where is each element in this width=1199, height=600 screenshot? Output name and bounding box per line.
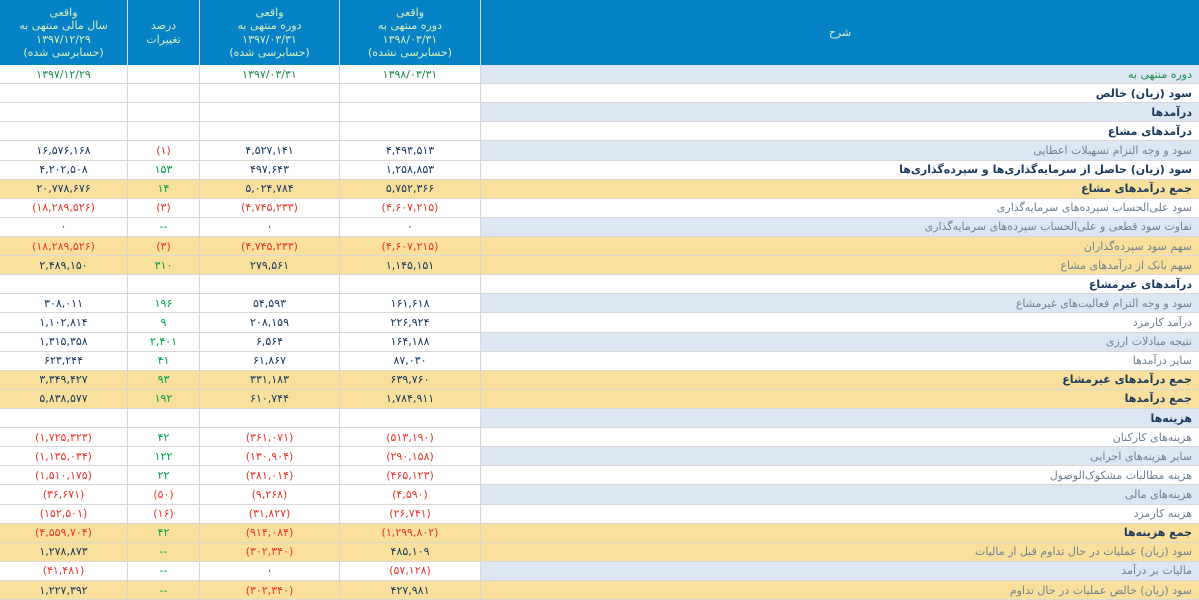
cell-value (0, 141, 128, 160)
row-label: سود و وجه التزام فعالیت‌های غیرمشاع (481, 294, 1199, 313)
cell-value (0, 237, 128, 256)
cell-value (128, 294, 200, 313)
value-text: ۲۰۸,۱۵۹ (250, 315, 289, 329)
value-text: (۴,۵۹۰) (392, 487, 428, 501)
value-text: ۵,۰۲۴,۷۸۴ (245, 182, 294, 196)
row-label: سود (زیان) خالص (481, 84, 1199, 103)
value-text: (۴,۶۰۷,۲۱۵) (381, 201, 439, 215)
cell-value (128, 65, 200, 84)
cell-value (0, 218, 128, 237)
cell-value (340, 409, 481, 428)
row-label: هزینه کارمزد (481, 505, 1199, 524)
value-text: (۴,۷۴۵,۲۳۳) (241, 201, 298, 215)
table-row (0, 199, 1199, 218)
value-text: -- (159, 220, 168, 234)
value-text: ۴۸۵,۱۰۹ (390, 545, 430, 559)
cell-value (128, 313, 200, 332)
cell-value (0, 485, 128, 504)
header-period-current-column: واقعی دوره منتهی به ۱۳۹۸/۰۳/۳۱ (حسابرسی نشده) (340, 0, 481, 65)
value-text: ۱,۳۱۵,۳۵۸ (39, 335, 88, 349)
table-row (0, 562, 1199, 581)
table-row (0, 543, 1199, 562)
value-text: ۶۳۹,۷۶۰ (390, 373, 430, 387)
cell-value (200, 294, 340, 313)
value-text: ۳۰۸,۰۱۱ (44, 296, 83, 310)
cell-value (200, 237, 340, 256)
cell-value (200, 428, 340, 447)
cell-value (0, 447, 128, 466)
cell-value (128, 371, 200, 390)
row-label: سایر هزینه‌های اجرایی (481, 447, 1199, 466)
cell-value (200, 275, 340, 294)
row-label: هزینه‌های کارکنان (481, 428, 1199, 447)
value-text: (۳) (156, 201, 171, 215)
cell-value (340, 275, 481, 294)
cell-value (200, 103, 340, 122)
table-body (0, 65, 1199, 600)
row-label: جمع درآمدها (481, 390, 1199, 409)
cell-value (128, 84, 200, 103)
value-text: ۲۲ (157, 468, 170, 482)
value-text: (۱) (156, 143, 171, 157)
table-row (0, 180, 1199, 199)
cell-value (0, 562, 128, 581)
cell-value (128, 218, 200, 237)
value-text: ۲,۴۰۱ (149, 335, 178, 349)
cell-value (340, 466, 481, 485)
value-text: ۲,۴۸۹,۱۵۰ (39, 258, 88, 272)
table-row (0, 65, 1199, 84)
cell-value (340, 180, 481, 199)
row-label: درآمدهای غیرمشاع (481, 275, 1199, 294)
cell-value (128, 275, 200, 294)
cell-value (128, 256, 200, 275)
row-label: درآمدهای مشاع (481, 122, 1199, 141)
table-row (0, 352, 1199, 371)
row-label: دوره منتهی به (481, 65, 1199, 84)
table-row (0, 103, 1199, 122)
value-text: ۲۰,۷۷۸,۶۷۶ (36, 182, 91, 196)
cell-value (0, 466, 128, 485)
value-text: -- (159, 583, 168, 597)
value-text: ۱۶۱,۶۱۸ (390, 296, 430, 310)
cell-value (128, 333, 200, 352)
value-text: ۵,۷۵۲,۳۶۶ (385, 182, 435, 196)
row-label: سود (زیان) خالص عملیات در حال تداوم (481, 581, 1199, 600)
table-row (0, 313, 1199, 332)
table-row (0, 581, 1199, 600)
cell-value (340, 428, 481, 447)
cell-value (340, 161, 481, 180)
table-row (0, 505, 1199, 524)
table-row (0, 161, 1199, 180)
cell-value (0, 313, 128, 332)
cell-value (200, 409, 340, 428)
value-text: (۵۱۳,۱۹۰) (386, 430, 434, 444)
value-text: (۱۸,۲۸۹,۵۲۶) (32, 201, 95, 215)
cell-value (200, 141, 340, 160)
cell-value (0, 390, 128, 409)
cell-value (0, 333, 128, 352)
cell-value (340, 294, 481, 313)
header-fiscal-year-column: واقعی سال مالی منتهی به ۱۳۹۷/۱۲/۲۹ (حسابرسی شده) (0, 0, 128, 65)
value-text: ۱,۱۴۵,۱۵۱ (385, 258, 435, 272)
table-row (0, 275, 1199, 294)
cell-value (0, 275, 128, 294)
row-label: سایر درآمدها (481, 352, 1199, 371)
value-text: (۱۳۰,۹۰۴) (245, 449, 294, 463)
value-text: ۴,۵۲۷,۱۴۱ (245, 143, 294, 157)
table-row (0, 409, 1199, 428)
row-label: سود علی‌الحساب سپرده‌های سرمایه‌گذاری (481, 199, 1199, 218)
cell-value (200, 161, 340, 180)
value-text: ۰ (60, 220, 67, 234)
value-text: (۴,۷۴۵,۲۳۳) (241, 239, 298, 253)
value-text: (۳۱,۸۲۷) (248, 507, 291, 521)
value-text: (۹۱۴,۰۸۴) (245, 526, 294, 540)
table-row (0, 524, 1199, 543)
cell-value (128, 428, 200, 447)
value-text: ۴۲ (157, 526, 170, 540)
cell-value (128, 409, 200, 428)
cell-value (340, 237, 481, 256)
row-label: جمع درآمدهای مشاع (481, 180, 1199, 199)
value-text: (۵۷,۱۲۸) (389, 564, 431, 578)
value-text: ۲۲۶,۹۲۴ (390, 315, 430, 329)
value-text: ۴۲۷,۹۸۱ (390, 583, 430, 597)
value-text: ۰ (407, 220, 413, 234)
row-label: هزینه‌ها (481, 409, 1199, 428)
value-text: (۳۸۱,۰۱۴) (245, 468, 294, 482)
cell-value (200, 543, 340, 562)
cell-value (200, 84, 340, 103)
cell-value (128, 103, 200, 122)
cell-value (340, 352, 481, 371)
table-row (0, 122, 1199, 141)
value-text: ۱۳۹۷/۱۲/۲۹ (36, 67, 91, 81)
row-label: سهم بانک از درآمدهای مشاع (481, 256, 1199, 275)
cell-value (0, 161, 128, 180)
value-text: ۱۹۲ (154, 392, 173, 406)
cell-value (340, 103, 481, 122)
cell-value (128, 352, 200, 371)
cell-value (200, 371, 340, 390)
value-text: ۱۶,۵۷۶,۱۶۸ (36, 143, 91, 157)
header-description-column (481, 0, 1199, 65)
cell-value (128, 562, 200, 581)
row-label: مالیات بر درآمد (481, 562, 1199, 581)
value-text: (۴۶۵,۱۲۳) (386, 468, 434, 482)
cell-value (200, 581, 340, 600)
cell-value (0, 103, 128, 122)
cell-value (128, 466, 200, 485)
cell-value (128, 447, 200, 466)
value-text: ۴,۲۰۲,۵۰۸ (39, 163, 88, 177)
value-text: ۶۲۳,۲۴۴ (44, 354, 83, 368)
cell-value (128, 180, 200, 199)
table-row (0, 294, 1199, 313)
value-text: ۳۱۰ (154, 258, 173, 272)
value-text: -- (159, 545, 168, 559)
value-text: (۳۰۲,۳۴۰) (245, 583, 294, 597)
header-description-label: شرح (828, 25, 852, 39)
cell-value (340, 199, 481, 218)
value-text: ۲۷۹,۵۶۱ (250, 258, 289, 272)
cell-value (340, 256, 481, 275)
value-text: ۴۹۷,۶۴۳ (250, 163, 289, 177)
cell-value (0, 256, 128, 275)
cell-value (200, 122, 340, 141)
value-text: ۱,۱۰۲,۸۱۴ (39, 315, 88, 329)
cell-value (200, 485, 340, 504)
header-change-percent-column: درصد تغییرات (128, 0, 200, 65)
cell-value (340, 447, 481, 466)
row-label: سهم سود سپرده‌گذاران (481, 237, 1199, 256)
value-text: ۱,۷۸۴,۹۱۱ (385, 392, 435, 406)
table-row (0, 447, 1199, 466)
cell-value (0, 199, 128, 218)
cell-value (0, 294, 128, 313)
table-row (0, 485, 1199, 504)
row-label: درآمد کارمزد (481, 313, 1199, 332)
value-text: -- (159, 564, 168, 578)
row-label: هزینه مطالبات مشکوک‌الوصول (481, 466, 1199, 485)
value-text: (۴,۵۵۹,۷۰۴) (35, 526, 92, 540)
cell-value (200, 524, 340, 543)
cell-value (200, 333, 340, 352)
value-text: ۹ (160, 315, 167, 329)
header-period-prior-column: واقعی دوره منتهی به ۱۳۹۷/۰۳/۳۱ (حسابرسی شده) (200, 0, 340, 65)
value-text: ۰ (266, 564, 273, 578)
table-row (0, 237, 1199, 256)
cell-value (200, 65, 340, 84)
cell-value (0, 428, 128, 447)
value-text: ۱۵۳ (154, 163, 173, 177)
table-row (0, 333, 1199, 352)
cell-value (340, 218, 481, 237)
cell-value (128, 524, 200, 543)
value-text: (۱,۱۳۵,۰۳۴) (35, 449, 92, 463)
row-label: هزینه‌های مالی (481, 485, 1199, 504)
cell-value (128, 390, 200, 409)
cell-value (200, 505, 340, 524)
cell-value (340, 371, 481, 390)
cell-value (340, 122, 481, 141)
value-text: (۳) (156, 239, 171, 253)
value-text: (۲۹۰,۱۵۸) (386, 449, 434, 463)
value-text: ۱,۲۲۷,۳۹۲ (39, 583, 88, 597)
value-text: (۹,۲۶۸) (251, 487, 288, 501)
cell-value (200, 218, 340, 237)
cell-value (200, 466, 340, 485)
cell-value (0, 505, 128, 524)
table-row (0, 390, 1199, 409)
row-label: سود (زیان) عملیات در حال تداوم قبل از مالیات (481, 543, 1199, 562)
row-label: درآمدها (481, 103, 1199, 122)
cell-value (340, 543, 481, 562)
value-text: (۴۱,۴۸۱) (42, 564, 85, 578)
cell-value (128, 122, 200, 141)
cell-value (200, 562, 340, 581)
value-text: ۱۶۴,۱۸۸ (390, 335, 430, 349)
table-row (0, 256, 1199, 275)
cell-value (340, 390, 481, 409)
value-text: (۲۶,۷۴۱) (389, 507, 431, 521)
cell-value (340, 313, 481, 332)
cell-value (200, 256, 340, 275)
value-text: (۱,۷۲۵,۳۲۳) (35, 430, 92, 444)
value-text: ۶,۵۶۴ (255, 335, 284, 349)
value-text: (۱۵۲,۵۰۱) (39, 507, 88, 521)
cell-value (0, 524, 128, 543)
table-row (0, 141, 1199, 160)
value-text: (۱,۲۹۹,۸۰۲) (381, 526, 439, 540)
cell-value (0, 352, 128, 371)
cell-value (340, 65, 481, 84)
cell-value (340, 524, 481, 543)
value-text: ۸۷,۰۳۰ (393, 354, 427, 368)
table-row (0, 428, 1199, 447)
value-text: (۱۶) (153, 507, 174, 521)
value-text: ۵۴,۵۹۳ (252, 296, 287, 310)
cell-value (200, 313, 340, 332)
value-text: (۱,۵۱۰,۱۷۵) (35, 468, 92, 482)
value-text: ۳,۳۴۹,۴۲۷ (39, 373, 88, 387)
cell-value (340, 562, 481, 581)
cell-value (128, 581, 200, 600)
table-row (0, 84, 1199, 103)
cell-value (200, 180, 340, 199)
row-label: نتیجه مبادلات ارزی (481, 333, 1199, 352)
value-text: (۳۶,۶۷۱) (42, 487, 85, 501)
cell-value (0, 122, 128, 141)
value-text: ۶۱۰,۷۴۴ (250, 392, 289, 406)
value-text: ۱۳۹۸/۰۳/۳۱ (382, 67, 438, 81)
row-label: جمع درآمدهای غیرمشاع (481, 371, 1199, 390)
cell-value (200, 352, 340, 371)
value-text: (۵۰) (153, 487, 174, 501)
value-text: ۱۲۲ (154, 449, 173, 463)
cell-value (340, 485, 481, 504)
cell-value (200, 447, 340, 466)
cell-value (128, 237, 200, 256)
cell-value (128, 141, 200, 160)
value-text: ۱۹۶ (154, 296, 173, 310)
value-text: ۴,۴۹۳,۵۱۳ (385, 143, 435, 157)
row-label: سود (زیان) حاصل از سرمایه‌گذاری‌ها و سپرده‌گذاری‌ها (481, 161, 1199, 180)
cell-value (128, 543, 200, 562)
value-text: ۶۱,۸۶۷ (252, 354, 287, 368)
cell-value (128, 161, 200, 180)
table-row (0, 371, 1199, 390)
table-row (0, 466, 1199, 485)
value-text: ۹۳ (157, 373, 170, 387)
cell-value (0, 84, 128, 103)
row-label: سود و وجه التزام تسهیلات اعطایی (481, 141, 1199, 160)
value-text: ۵,۸۳۸,۵۷۷ (39, 392, 88, 406)
value-text: ۱,۲۷۸,۸۷۳ (39, 545, 88, 559)
cell-value (0, 543, 128, 562)
value-text: ۰ (266, 220, 273, 234)
cell-value (0, 409, 128, 428)
value-text: (۳۶۱,۰۷۱) (245, 430, 294, 444)
row-label: جمع هزینه‌ها (481, 524, 1199, 543)
cell-value (200, 390, 340, 409)
cell-value (128, 505, 200, 524)
cell-value (0, 65, 128, 84)
table-header-row (0, 0, 1199, 65)
value-text: ۳۳۱,۱۸۳ (250, 373, 289, 387)
table-row (0, 218, 1199, 237)
value-text: ۱۳۹۷/۰۳/۳۱ (242, 67, 297, 81)
value-text: (۴,۶۰۷,۲۱۵) (381, 239, 439, 253)
cell-value (340, 581, 481, 600)
value-text: ۱۴ (157, 182, 170, 196)
cell-value (340, 84, 481, 103)
cell-value (340, 333, 481, 352)
value-text: ۴۱ (157, 354, 170, 368)
cell-value (0, 581, 128, 600)
value-text: (۱۸,۲۸۹,۵۲۶) (32, 239, 95, 253)
cell-value (200, 199, 340, 218)
cell-value (128, 199, 200, 218)
cell-value (340, 141, 481, 160)
cell-value (128, 485, 200, 504)
value-text: ۴۲ (157, 430, 170, 444)
value-text: ۱,۲۵۸,۸۵۳ (385, 163, 435, 177)
cell-value (340, 505, 481, 524)
cell-value (0, 180, 128, 199)
cell-value (0, 371, 128, 390)
value-text: (۳۰۲,۳۴۰) (245, 545, 294, 559)
row-label: تفاوت سود قطعی و علی‌الحساب سپرده‌های سرمایه‌گذاری (481, 218, 1199, 237)
